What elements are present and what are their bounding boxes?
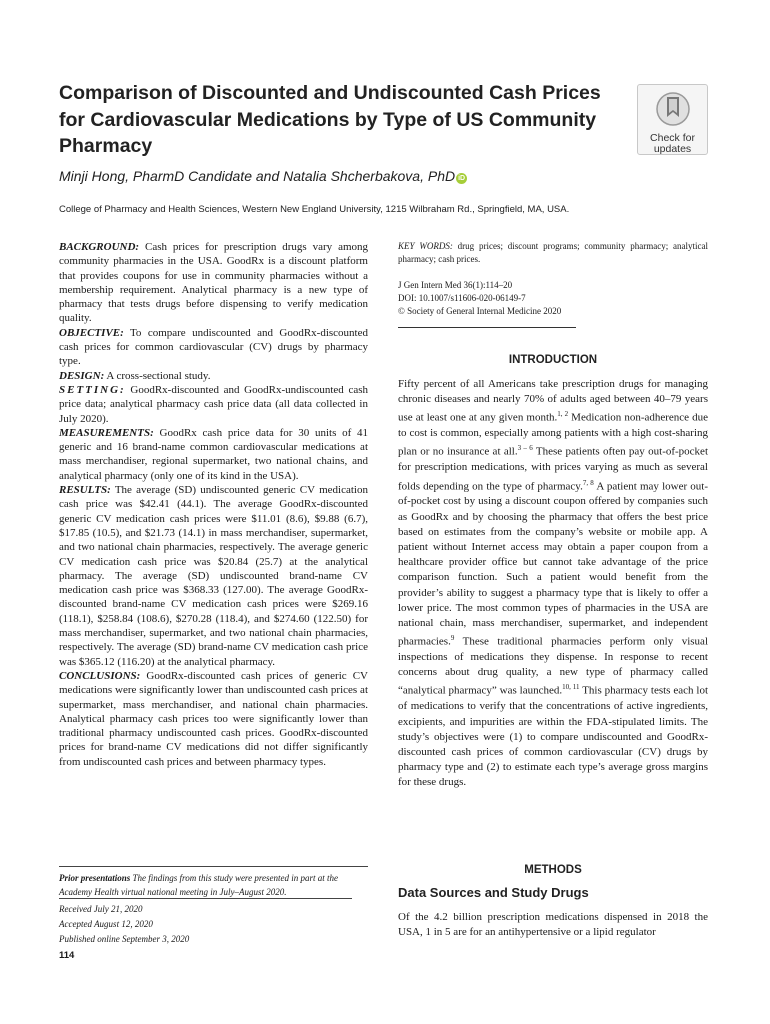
measurements-label: MEASUREMENTS: <box>59 426 154 439</box>
conclusions-text: GoodRx-discounted cash prices of generic CV medications were significantly lower than undiscounted cash prices at supermarket, mass merchandiser, and national chain pharmacies. Analytical pharmacy cash prices too were significantly lower than traditional pharmacy undiscounted cash prices. GoodRx-discounted prices for brand-name CV medications did not differ significantly from undiscounted cash prices and between pharmacy types. <box>59 669 368 768</box>
article-title: Comparison of Discounted and Undiscounted Cash Prices for Cardiovascular Medications by Type of US Community Pharmacy <box>59 82 601 157</box>
received-date: Received July 21, 2020 <box>59 904 143 914</box>
intro-text-3: These patients often pay out-of-pocket for prescription medications, with prices varying as much as several folds depending on the type of pharmacy. <box>398 446 708 493</box>
intro-text-2: Medication non-adherence due to cost is common, especially among patients with a high cost-sharing plan or no insurance at all. <box>398 412 709 459</box>
ref-2[interactable]: 3 – 6 <box>517 444 533 453</box>
intro-text-6: This pharmacy tests each lot of medications to verify that the concentrations of active ingredients, excipients, and impurities are within the FDA-stipulated limits. The study’s objectives were (1) to compare undiscounted and GoodRx-discounted cash prices of common cardiovascular (CV) drugs by pharmacy type and (2) to estimate each type’s average gross margins for these drugs. <box>398 685 708 789</box>
ref-1[interactable]: 1, 2 <box>557 410 569 419</box>
intro-text-4: A patient may lower out-of-pocket cost by using a discount coupon offered by companies such as GoodRx and by choosing the pharmacy that offers the best price based on estimates from the company’s website or mobile app. A patient without Internet access may obtain a paper coupon from a healthcare provider office but cannot take advantage of the price comparison function. Such a patient would benefit from the provider’s ability to suggest a pharmacy type that is likely to offer a lower price. The most common types of pharmacies in the USA are national chain, mass merchandiser, supermarket, and independent pharmacies. <box>398 480 709 648</box>
keywords-label: KEY WORDS: <box>398 241 453 251</box>
background-label: BACKGROUND: <box>59 241 140 253</box>
authors <box>59 168 467 184</box>
badge-line-1: Check for <box>650 132 695 144</box>
background-text: Cash prices for prescription drugs vary among community pharmacies in the USA. GoodRx is a discount platform that provides coupons for use in community pharmacies without a membership requirement. Analytical pharmacy is a new type of pharmacy that tests drugs before dispensing to verify medication quality. <box>59 241 369 325</box>
ref-5[interactable]: 10, 11 <box>562 683 580 692</box>
prior-presentations-label: Prior presentations <box>59 873 131 883</box>
methods-heading: METHODS <box>524 864 582 876</box>
affiliation: College of Pharmacy and Health Sciences, Western New England University, 1215 Wilbraham Rd., Springfield, MA, USA. <box>59 204 570 215</box>
introduction-text <box>398 377 708 791</box>
results-label: RESULTS: <box>59 484 111 497</box>
abstract <box>59 240 368 769</box>
intro-text-1: Fifty percent of all Americans take prescription drugs for managing chronic diseases and nearly 70% of adults aged between 40–79 years use at least one at any given month. <box>398 378 708 425</box>
intro-text-5: These traditional pharmacies perform only visual inspections of medications they dispense. In response to recent concerns about drug quality, a new type of pharmacy called “analytical pharmacy” was launched. <box>398 635 708 698</box>
badge-line-2: updates <box>653 143 692 155</box>
methods-subheading: Data Sources and Study Drugs <box>398 885 589 900</box>
citation-block <box>398 279 708 318</box>
author-names: Minji Hong, PharmD Candidate and Natalia Shcherbakova, PhD <box>59 168 456 184</box>
footnote-underline <box>59 898 352 899</box>
setting-label: SETTING: <box>59 383 126 396</box>
methods-text: Of the 4.2 billion prescription medications dispensed in 2018 the USA, 1 in 5 are for an antihypertensive or a lipid regulator <box>398 911 708 939</box>
keywords <box>398 240 708 266</box>
footnote-divider <box>59 866 368 867</box>
journal-citation: J Gen Intern Med 36(1):114–20 <box>398 280 513 290</box>
orcid-icon[interactable]: iD <box>458 175 466 182</box>
measurements-text: GoodRx cash price data for 30 units of 41 generic and 16 brand-name common cardiovascular medications at mass merchandiser, regional supermarket, two national chains, and analytical pharmacy (only one of its kind in the USA). <box>59 426 369 482</box>
ref-3[interactable]: 7, 8 <box>582 478 594 487</box>
conclusions-label: CONCLUSIONS: <box>59 669 141 682</box>
article-dates <box>59 902 368 947</box>
ref-4[interactable]: 9 <box>450 634 455 643</box>
prior-presentations-text: The findings from this study were presented in part at the Academy Health virtual national meeting in July–August 2020. <box>59 873 339 897</box>
keywords-text: drug prices; discount programs; community pharmacy; analytical pharmacy; cash prices. <box>398 241 709 264</box>
objective-text: To compare undiscounted and GoodRx-discounted cash prices for common cardiovascular (CV) drugs by pharmacy type. <box>59 326 368 368</box>
design-text: A cross-sectional study. <box>106 369 211 382</box>
results-text: The average (SD) undiscounted generic CV medication cash price was $42.41 (44.1). The average GoodRx-discounted generic CV medication cash prices were $11.01 (8.6), $9.88 (6.7), $17.85 (10.5), and $21.73 (14.1) in mass merchandiser, supermarket, and two national chain pharmacies, respectively. The average generic CV medication cash price was $20.84 (25.7) at the analytical pharmacy. The average (SD) undiscounted brand-name CV medication cash price was $368.33 (127.00). The average GoodRx-discounted brand-name CV medication cash prices were $269.16 (118.1), $258.84 (108.6), $270.28 (118.4), and $274.60 (122.50) for mass merchandiser, supermarket, and two national chain pharmacies, respectively. The average (SD) brand-name CV medication cash price was $365.12 (116.20) at the analytical pharmacy. <box>59 484 368 668</box>
published-date: Published online September 3, 2020 <box>59 934 190 944</box>
setting-text: GoodRx-discounted and GoodRx-undiscounted cash price data; analytical pharmacy cash price data (all data collected in July 2020). <box>59 383 368 425</box>
doi[interactable]: DOI: 10.1007/s11606-020-06149-7 <box>398 293 526 303</box>
prior-presentations <box>59 872 368 899</box>
accepted-date: Accepted August 12, 2020 <box>59 919 153 929</box>
copyright: © Society of General Internal Medicine 2020 <box>398 306 562 316</box>
introduction-heading: INTRODUCTION <box>508 354 598 366</box>
divider <box>398 327 576 328</box>
check-for-updates-badge[interactable] <box>637 84 708 155</box>
design-label: DESIGN: <box>59 369 105 382</box>
objective-label: OBJECTIVE: <box>59 326 124 339</box>
bookmark-icon <box>655 91 691 127</box>
page-number: 114 <box>59 950 75 961</box>
